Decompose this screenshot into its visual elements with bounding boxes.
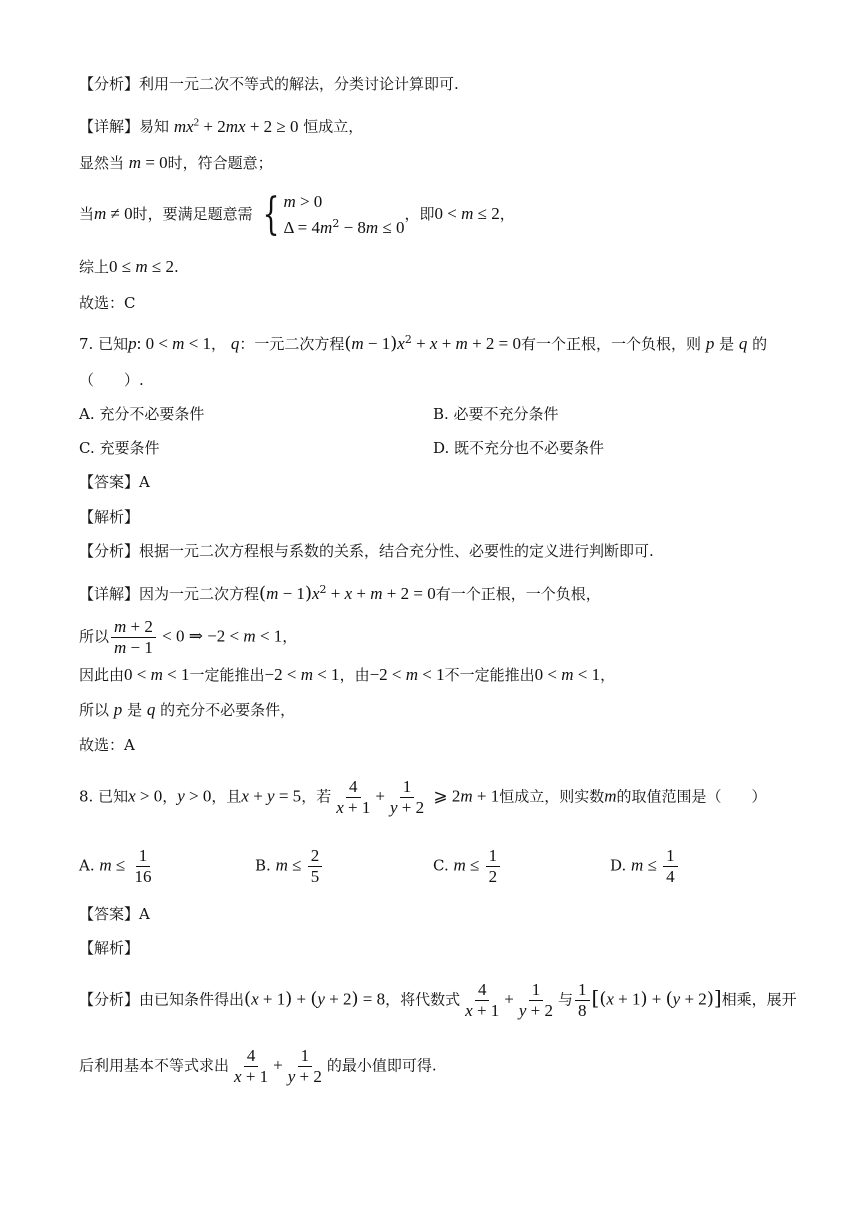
case-zero-line: 显然当 m = 0时，符合题意； (79, 153, 273, 172)
answer-choice-7: 故选：A (79, 736, 135, 754)
answer-8: 【答案】A (79, 905, 150, 923)
option-8a[interactable]: A. m ≤ $\frac{1}{16}$ (79, 846, 152, 886)
analysis-line (79, 74, 459, 94)
analysis-tag: 【分析】 (79, 75, 140, 93)
answer-7: 【答案】A (79, 473, 150, 491)
detail-line: 【详解】易知 $mx^2 + 2mx + 2 \ge 0$ 恒成立， (79, 116, 364, 136)
inference-line-7: 因此由0 < m < 1一定能推出−2 < m < 1，由−2 < m < 1不一定能推出0 < m < 1， (79, 665, 616, 684)
conclusion-7: 所以 p 是 q 的充分不必要条件， (79, 700, 296, 719)
fraction-line-7: 所以 $\frac{m + 2}{m - 1}$ < 0 ⇒ −2 < m < 1， (79, 617, 298, 657)
option-8c[interactable]: C. m ≤ $\frac{1}{2}$ (433, 846, 502, 887)
math-inequality: $mx^2 + 2mx + 2 \ge 0$ (173, 116, 299, 136)
option-a[interactable]: A. 充分不必要条件 (79, 405, 205, 423)
detail-7: 【详解】因为一元二次方程$(m - 1)x^2 + x + m + 2 = 0$有一个正根，一个负根， (79, 583, 601, 604)
analysis-text: 利用一元二次不等式的解法，分类讨论计算即可. (139, 75, 459, 93)
option-d[interactable]: D. 既不充分也不必要条件 (433, 439, 605, 457)
option-8b[interactable]: B. m ≤ $\frac{2}{5}$ (255, 846, 324, 887)
option-8d[interactable]: D. m ≤ $\frac{1}{4}$ (610, 846, 680, 887)
jiexi-8: 【解析】 (79, 939, 140, 957)
question-7-paren: （ ）. (79, 371, 144, 389)
jiexi-7: 【解析】 (79, 508, 140, 526)
answer-choice-line: 故选：C (79, 294, 136, 312)
question-8: 8. 已知x > 0，y > 0，且x + y = 5，若 $\frac{4}{x + 1}$ + $\frac{1}{y + 2}$ ⩾ 2m + 1恒成立，则实数m的取值范围是（ ） (79, 777, 767, 817)
case-nonzero-line: 当m ≠ 0时，要满足题意需 { m > 0 $\Delta = 4m^2 - 8m \le 0$ ，即0 < m ≤ 2， (79, 189, 515, 240)
question-7: 7. 已知p: 0 < m < 1， q：一元二次方程$(m - 1)x^2 + x + m + 2 = 0$有一个正根，一个负根，则 p 是 q 的 (79, 333, 768, 354)
option-b[interactable]: B. 必要不充分条件 (433, 405, 559, 423)
analysis-8-cont: 后利用基本不等式求出 $\frac{4}{x + 1}$ + $\frac{1}{y + 2}$ 的最小值即可得. (79, 1046, 437, 1086)
analysis-8: 【分析】由已知条件得出(x + 1) + (y + 2) = 8，将代数式 $\frac{4}{x + 1}$ + $\frac{1}{y + 2}$ 与 $\frac{1}{8}$ [(x + 1) + (y + 2)]相乘，展开 (79, 980, 797, 1020)
analysis-7: 【分析】根据一元二次方程根与系数的关系，结合充分性、必要性的定义进行判断即可. (79, 542, 654, 560)
equation-system: { m > 0 $\Delta = 4m^2 - 8m \le 0$ (263, 189, 405, 240)
option-c[interactable]: C. 充要条件 (79, 439, 160, 457)
conclusion-line: 综上0 ≤ m ≤ 2. (79, 257, 179, 276)
